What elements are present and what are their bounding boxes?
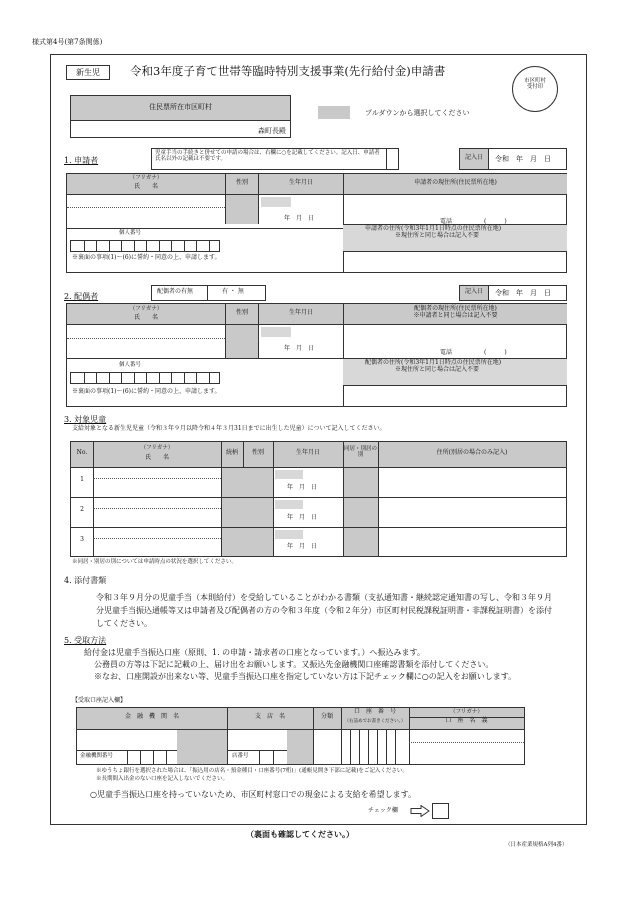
digit-divider: [134, 241, 135, 251]
spouse-phone-paren: ( ): [484, 349, 507, 356]
attachments-body: 令和３年９月分の児童手当（本則給付）を受給していることがわかる書類（支払通知書・継続認定通知書の写し、令和３年９月分児童手当振込通帳等又は申請者及び配偶者の方の令和３年度（令和２年分）市区町村民税課税証明書・非課税証明書）を添付してください。: [96, 593, 552, 628]
reception-stamp: [512, 66, 558, 112]
child-dob-ymd: 年 月 日: [287, 484, 318, 491]
children-col-gender: 性別: [251, 449, 264, 456]
digit-divider: [134, 373, 135, 383]
digit-divider: [146, 241, 147, 251]
spouse-my-number-label: 個人番号: [118, 362, 141, 368]
spouse-dob-ymd: 年 月 日: [284, 345, 315, 352]
bank-col-account-note: （右詰めでお書きください。）: [344, 719, 406, 724]
stamp-line1: 市区町村: [523, 78, 546, 84]
digit-divider: [121, 373, 122, 383]
bank-code-label: 金融機関番号: [80, 753, 114, 759]
child-no: 3: [80, 536, 84, 543]
branch-code-label: 店番号: [232, 753, 249, 759]
applicant-furigana: （フリガナ）: [129, 175, 163, 181]
children-footnote: ※同居・別居の別については申請時点の状況を選択してください。: [72, 559, 237, 565]
children-row: [71, 528, 566, 556]
spouse-furigana: （フリガナ）: [129, 306, 163, 312]
cash-check-box[interactable]: [432, 803, 449, 819]
child-dob-ymd: 年 月 日: [287, 543, 318, 550]
digit-divider: [209, 241, 210, 251]
children-row: [71, 498, 566, 527]
municipality-dropdown[interactable]: [318, 106, 350, 119]
digit-divider: [146, 373, 147, 383]
digit-divider: [109, 373, 110, 383]
check-label: チェック欄: [368, 807, 398, 814]
stamp-line2: 受付印: [526, 84, 544, 91]
receipt-body: [84, 647, 560, 683]
child-no: 1: [80, 476, 84, 483]
receipt-line3: ※なお、口座開設が出来ない等、児童手当振込口座を指定していない方は下記チェック欄に○の記入をお願いします。: [94, 672, 517, 681]
spouse-address-head: [343, 304, 567, 324]
spouse-address-note: ※申請者と同じ場合は記入不要: [413, 311, 498, 319]
receipt-line1: 給付金は児童手当振込口座（原則、1. の申請・請求者の口座となっています。）へ振込みます。: [84, 648, 425, 657]
digit-divider: [109, 241, 110, 251]
bank-col-account: 口 座 番 号: [353, 708, 396, 715]
bank-note2: ※長期間入出金のない口座を記入しないでください。: [96, 776, 229, 782]
child-dob-ymd: 年 月 日: [287, 514, 318, 521]
spouse-date-value[interactable]: 令和 年 月 日: [488, 285, 567, 301]
children-heading: 3. 対象児童: [64, 415, 107, 424]
bank-type-shade: [177, 730, 227, 764]
bank-col-furigana: （フリガナ）: [450, 709, 483, 715]
children-row: [71, 468, 566, 497]
spouse-era-dropdown[interactable]: [261, 327, 291, 337]
paper-size: （日本産業規格A列4番）: [505, 842, 568, 848]
bank-caption: 【受取口座記入欄】: [72, 697, 127, 704]
digit-divider: [159, 241, 160, 251]
applicant-address-label: 申請者の現住所(住民票所在地): [343, 174, 567, 194]
digit-divider: [84, 373, 85, 383]
children-col-relation: 続柄: [225, 449, 238, 456]
spouse-gender-label: 性別: [225, 304, 259, 358]
children-col-cohab: 同居・別居の別: [343, 446, 377, 459]
child-era-dropdown[interactable]: [275, 500, 303, 509]
form-title: 令和3年度子育て世帯等臨時特別支援事業(先行給付金)申請書: [130, 64, 446, 78]
applicant-phone-label: 電話: [440, 218, 453, 225]
applicant-addr-jan: 申請者の住所(令和3年1月1日時点の住民票所在地): [365, 225, 502, 232]
digit-divider: [209, 373, 210, 383]
child-allowance-mark-box[interactable]: [386, 148, 399, 170]
applicant-my-number-label: 個人番号: [118, 230, 141, 236]
bank-col-branch: 支 店 名: [254, 713, 285, 720]
dropdown-hint: プルダウンから選択してください: [365, 109, 470, 117]
children-col-dob: 生年月日: [295, 449, 320, 456]
arrow-right-icon: [410, 805, 430, 817]
applicant-date-value[interactable]: 令和 年 月 日: [488, 148, 567, 170]
digit-divider: [196, 373, 197, 383]
children-col-address: 住所(別居の場合のみ記入): [436, 449, 508, 456]
digit-divider: [184, 373, 185, 383]
applicant-addr-same: ※現住所と同じ場合は記入不要: [395, 231, 480, 239]
applicant-date-label: 記入日: [459, 148, 489, 170]
spouse-addr-jan: 配偶者の住所(令和3年1月1日時点の住民票所在地): [365, 359, 502, 366]
municipality-chief: 森町長殿: [258, 127, 286, 135]
applicant-pledge: ※裏面の事項(1)～(6)に誓約・同意の上、申請します。: [72, 254, 221, 261]
digit-divider: [171, 373, 172, 383]
digit-divider: [171, 241, 172, 251]
child-no: 2: [80, 506, 84, 513]
children-col-furigana: （フリガナ）: [140, 445, 174, 451]
spouse-dob-label: 生年月日: [259, 304, 343, 324]
applicant-phone-paren: ( ): [484, 218, 507, 225]
digit-divider: [121, 241, 122, 251]
applicant-dob-ymd: 年 月 日: [284, 215, 315, 222]
spouse-heading: 2. 配偶者: [64, 292, 99, 301]
applicant-dob-label: 生年月日: [259, 174, 343, 194]
spouse-phone-label: 電話: [440, 349, 453, 356]
child-era-dropdown[interactable]: [275, 470, 303, 479]
digit-divider: [84, 241, 85, 251]
children-col-name: 氏 名: [144, 454, 169, 461]
spouse-presence-label: 配偶者の有無: [151, 285, 208, 301]
bank-col-holder: 口 座 名 義: [445, 717, 488, 724]
spouse-addr-jan-cell: [343, 359, 567, 385]
cash-option: ○児童手当振込口座を持っていないため、市区町村窓口での現金による支給を希望します。: [90, 790, 417, 799]
children-intro: 支給対象となる新生児児童（令和３年９月以降令和４年３月31日までに出生した児童）について記入してください。: [72, 425, 386, 432]
spouse-address-label: 配偶者の現住所(住民票所在地): [414, 305, 497, 312]
digit-divider: [196, 241, 197, 251]
children-col-no: No.: [76, 449, 88, 456]
newborn-badge: 新生児: [66, 65, 110, 80]
spouse-name-label: 氏 名: [133, 314, 158, 321]
digit-divider: [159, 373, 160, 383]
applicant-gender-label: 性別: [225, 174, 259, 224]
digit-divider: [184, 241, 185, 251]
applicant-my-number[interactable]: [70, 240, 220, 252]
receipt-line2: 公務員の方等は下記に記載の上、届け出をお願いします。又振込先金融機関口座確認書類を添付してください。: [94, 660, 494, 669]
digit-divider: [96, 241, 97, 251]
child-era-dropdown[interactable]: [275, 530, 303, 539]
spouse-date-label: 記入日: [459, 285, 489, 301]
municipality-label: 住民票所在市区町村: [149, 103, 212, 111]
spouse-my-number[interactable]: [70, 372, 220, 384]
receipt-heading: 5. 受取方法: [64, 636, 107, 645]
bank-note1: ※ゆうちょ銀行を選択された場合は、「振込用の店名・預金種目・口座番号(7桁)」(通帳見開き下部に記載)をご記入ください。: [96, 768, 408, 774]
applicant-note: 児童手当の手続きと併せての申請の場合は、右欄に○を記載してください。記入日、申請者氏名以外の記載は不要です。: [151, 148, 387, 170]
applicant-era-dropdown[interactable]: [261, 197, 291, 207]
spouse-pledge: ※裏面の事項(1)～(6)に誓約・同意の上、申請します。: [72, 388, 221, 395]
form-number: 様式第4号(第7条関係): [32, 38, 103, 46]
applicant-name-label: 氏 名: [133, 183, 158, 190]
back-note: （裏面も確認してください。）: [246, 829, 354, 839]
spouse-presence-value[interactable]: 有 ・ 無: [207, 285, 266, 301]
applicant-addr-jan-cell: [343, 225, 567, 251]
branch-type-shade: [287, 730, 313, 764]
spouse-addr-same: ※現住所と同じ場合は記入不要: [395, 365, 480, 373]
applicant-heading: 1. 申請者: [64, 156, 99, 165]
bank-col-bank: 金 融 機 関 名: [124, 713, 179, 720]
digit-divider: [96, 373, 97, 383]
bank-col-type: 分類: [320, 713, 333, 720]
attachments-heading: 4. 添付書類: [64, 576, 107, 585]
